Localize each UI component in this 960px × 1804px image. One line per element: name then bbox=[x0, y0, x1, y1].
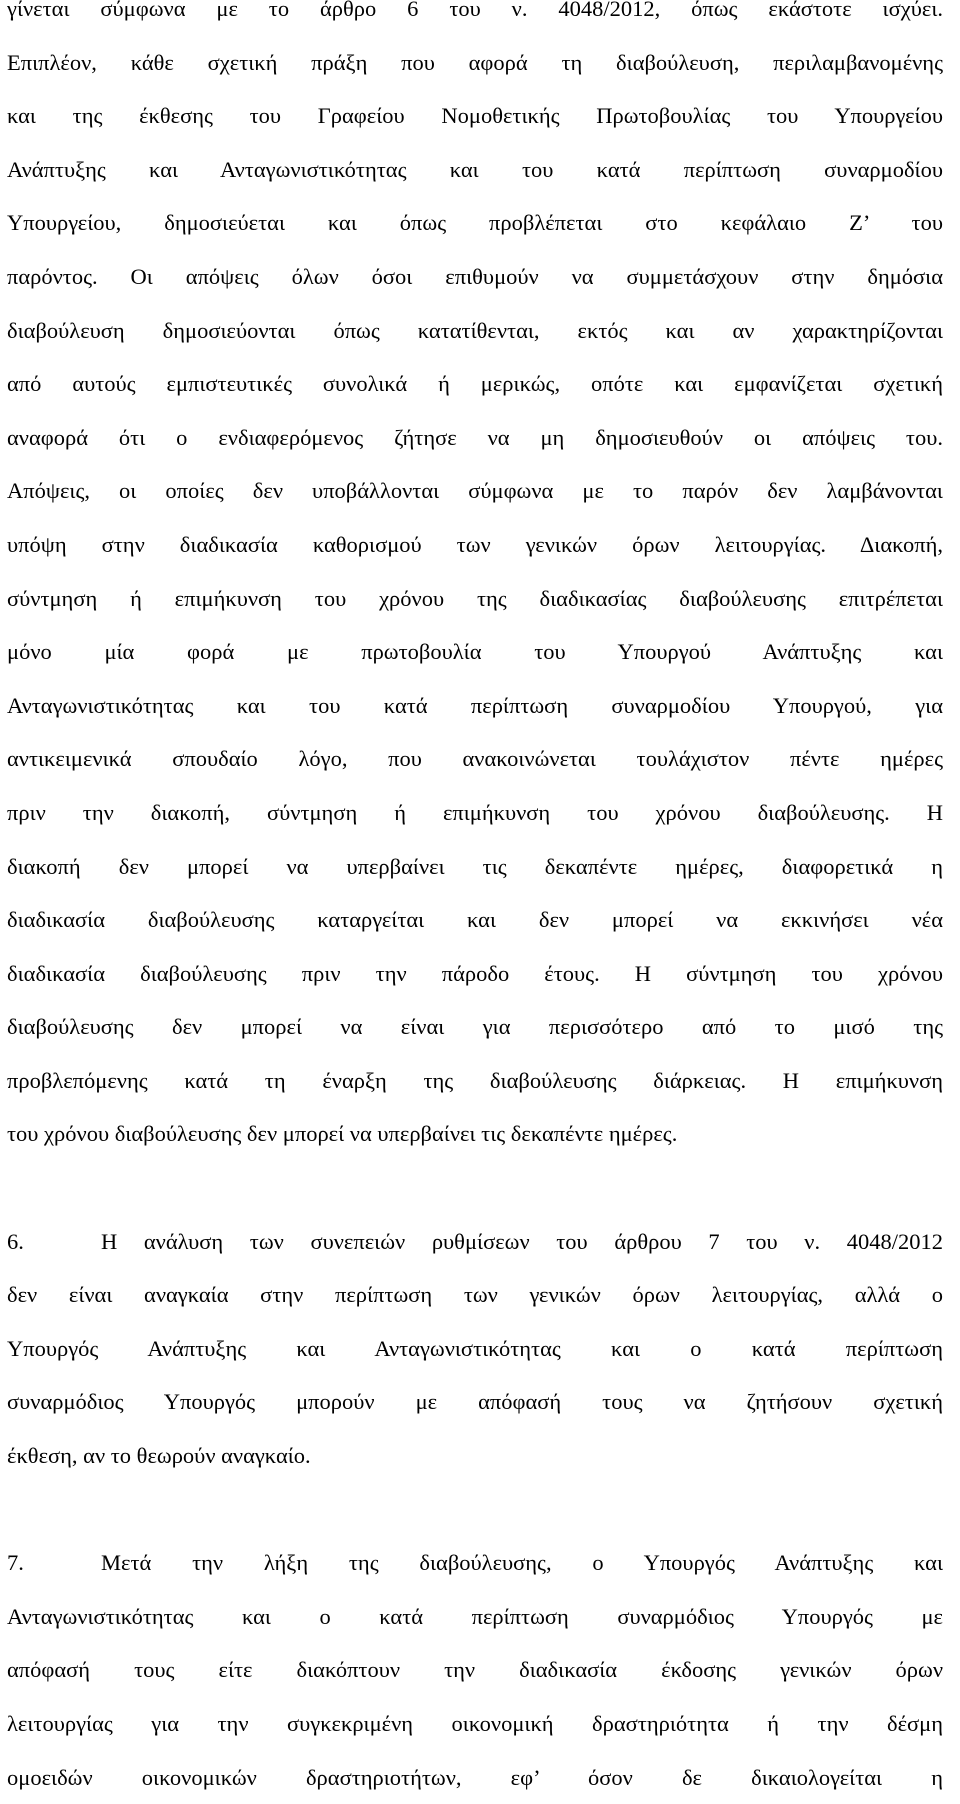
text-line: Ανταγωνιστικότητας και του κατά περίπτωση συναρμοδίου Υπουργού, για bbox=[7, 692, 943, 718]
text-line: σύντμηση ή επιμήκυνση του χρόνου της διαδικασίας διαβούλευσης επιτρέπεται bbox=[7, 585, 943, 611]
text-line: του χρόνου διαβούλευσης δεν μπορεί να υπερβαίνει τις δεκαπέντε ημέρες. bbox=[7, 1121, 678, 1147]
text-line: μόνο μία φορά με πρωτοβουλία του Υπουργού Ανάπτυξης και bbox=[7, 639, 943, 665]
text-line: Επιπλέον, κάθε σχετική πράξη που αφορά τη διαβούλευση, περιλαμβανομένης bbox=[7, 49, 943, 75]
text-line: συναρμόδιος Υπουργός μπορούν με απόφασή τους να ζητήσουν σχετική bbox=[7, 1389, 943, 1415]
paragraph-continuation bbox=[7, 0, 943, 1161]
paragraph-spacer bbox=[7, 1161, 943, 1215]
text-line: Υπουργείου, δημοσιεύεται και όπως προβλέπεται στο κεφάλαιο Ζ’ του bbox=[7, 210, 943, 236]
text-line: υπόψη στην διαδικασία καθορισμού των γενικών όρων λειτουργίας. Διακοπή, bbox=[7, 531, 943, 557]
text-line: και της έκθεσης του Γραφείου Νομοθετικής Πρωτοβουλίας του Υπουργείου bbox=[7, 103, 943, 129]
text-line: έκθεση, αν το θεωρούν αναγκαίο. bbox=[7, 1443, 311, 1469]
text-line-content: Η ανάλυση των συνεπειών ρυθμίσεων του άρθρου 7 του ν. 4048/2012 bbox=[101, 1228, 943, 1254]
text-line: Απόψεις, οι οποίες δεν υποβάλλονται σύμφωνα με το παρόν δεν λαμβάνονται bbox=[7, 478, 943, 504]
text-line: από αυτούς εμπιστευτικές συνολικά ή μερικώς, οπότε και εμφανίζεται σχετική bbox=[7, 371, 943, 397]
text-line: διαδικασία διαβούλευσης καταργείται και δεν μπορεί να εκκινήσει νέα bbox=[7, 907, 943, 933]
text-line: διαβούλευσης δεν μπορεί να είναι για περισσότερο από το μισό της bbox=[7, 1014, 943, 1040]
paragraph-6 bbox=[7, 1215, 943, 1483]
text-line: διαβούλευση δημοσιεύονται όπως κατατίθενται, εκτός και αν χαρακτηρίζονται bbox=[7, 317, 943, 343]
text-line: διακοπή δεν μπορεί να υπερβαίνει τις δεκαπέντε ημέρες, διαφορετικά η bbox=[7, 853, 943, 879]
text-line: παρόντος. Οι απόψεις όλων όσοι επιθυμούν να συμμετάσχουν στην δημόσια bbox=[7, 263, 943, 289]
text-line: ομοειδών οικονομικών δραστηριοτήτων, εφ’ όσον δε δικαιολογείται η bbox=[7, 1764, 943, 1790]
text-line: απόφασή τους είτε διακόπτουν την διαδικασία έκδοσης γενικών όρων bbox=[7, 1657, 943, 1683]
paragraph-number: 6. bbox=[7, 1228, 24, 1254]
text-line: Ανάπτυξης και Ανταγωνιστικότητας και του κατά περίπτωση συναρμοδίου bbox=[7, 156, 943, 182]
text-line: πριν την διακοπή, σύντμηση ή επιμήκυνση του χρόνου διαβούλευσης. Η bbox=[7, 799, 943, 825]
text-line-content: Μετά την λήξη της διαβούλευσης, ο Υπουργός Ανάπτυξης και bbox=[101, 1550, 943, 1576]
text-line: Υπουργός Ανάπτυξης και Ανταγωνιστικότητας και ο κατά περίπτωση bbox=[7, 1335, 943, 1361]
text-line: διαδικασία διαβούλευσης πριν την πάροδο έτους. Η σύντμηση του χρόνου bbox=[7, 960, 943, 986]
document-page bbox=[7, 0, 943, 1804]
text-line: λειτουργίας για την συγκεκριμένη οικονομική δραστηριότητα ή την δέσμη bbox=[7, 1711, 943, 1736]
text-line: αναφορά ότι ο ενδιαφερόμενος ζήτησε να μη δημοσιευθούν οι απόψεις του. bbox=[7, 424, 943, 450]
text-line: γίνεται σύμφωνα με το άρθρο 6 του ν. 4048/2012, όπως εκάστοτε ισχύει. bbox=[7, 0, 943, 21]
text-line: δεν είναι αναγκαία στην περίπτωση των γενικών όρων λειτουργίας, αλλά ο bbox=[7, 1282, 943, 1308]
text-line-numbered bbox=[7, 1536, 943, 1590]
text-line: προβλεπόμενης κατά τη έναρξη της διαβούλευσης διάρκειας. Η επιμήκυνση bbox=[7, 1067, 943, 1093]
paragraph-number: 7. bbox=[7, 1550, 24, 1576]
text-line: αντικειμενικά σπουδαίο λόγο, που ανακοινώνεται τουλάχιστον πέντε ημέρες bbox=[7, 746, 943, 772]
text-line-numbered bbox=[7, 1215, 943, 1269]
paragraph-7 bbox=[7, 1536, 943, 1804]
text-line: Ανταγωνιστικότητας και ο κατά περίπτωση συναρμόδιος Υπουργός με bbox=[7, 1603, 943, 1629]
paragraph-spacer bbox=[7, 1483, 943, 1537]
